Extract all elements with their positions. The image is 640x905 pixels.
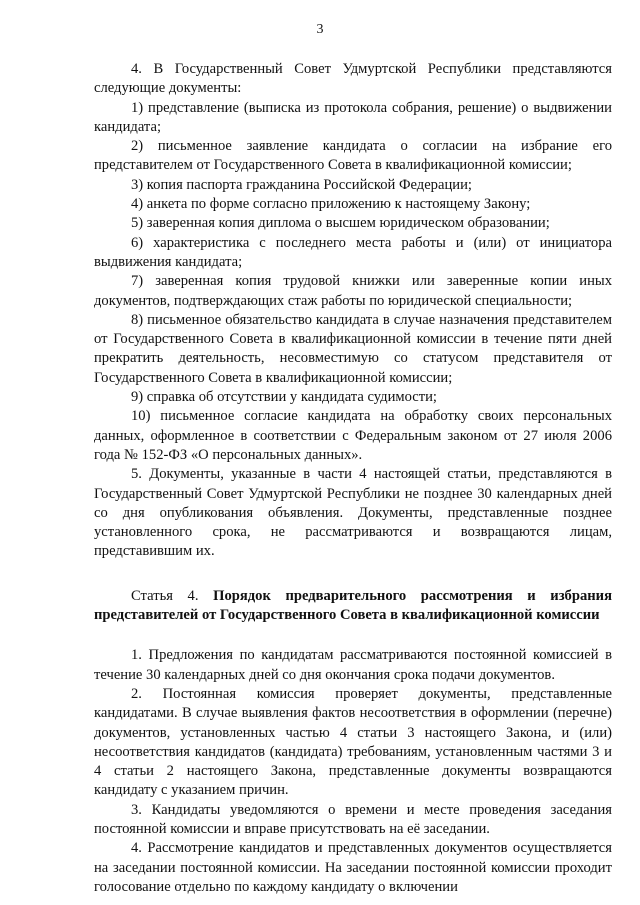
- section-4-intro: 4. В Государственный Совет Удмуртской Республики представляются следующие документы:: [94, 61, 612, 97]
- article-4-paragraph-2: 2. Постоянная комиссия проверяет документы, представленные кандидатами. В случае выявления фактов несоответствия в оформлении (перечне) документов, установленных частью 4 статьи 3 настоящего Закона, и (или) несоответствия кандидатов (кандидата) требованиям, установленным частями 3 и 4 статьи 2 настоящего Закона, представленные документы возвращаются кандидату с указанием причин.: [94, 685, 612, 799]
- section-4-item-2: 2) письменное заявление кандидата о согласии на избрание его представителем от Государственного Совета в квалификационной комиссии;: [94, 138, 612, 174]
- article-4-paragraph-4: 4. Рассмотрение кандидатов и представленных документов осуществляется на заседании постоянной комиссии. На заседании постоянной комиссии проходит голосование отдельно по каждому кандидату о включении: [94, 840, 612, 895]
- article-4-title: Порядок предварительного рассмотрения и избрания представителей от Государственного Совета в квалификационной комиссии: [94, 587, 612, 624]
- section-4-item-7: 7) заверенная копия трудовой книжки или заверенные копии иных документов, подтверждающих стаж работы по юридической специальности;: [94, 273, 612, 309]
- page-number: 3: [316, 22, 324, 37]
- article-4-paragraph-1: 1. Предложения по кандидатам рассматриваются постоянной комиссией в течение 30 календарных дней со дня окончания срока подачи документов.: [94, 647, 612, 683]
- article-4-paragraph-3: 3. Кандидаты уведомляются о времени и месте проведения заседания постоянной комиссии и вправе присутствовать на её заседании.: [94, 801, 612, 837]
- article-4-label: Статья 4.: [131, 587, 199, 604]
- article-4-heading: [94, 587, 612, 626]
- section-4-item-5: 5) заверенная копия диплома о высшем юридическом образовании;: [131, 215, 550, 232]
- section-5-paragraph: 5. Документы, указанные в части 4 настоящей статьи, представляются в Государственный Совет Удмуртской Республики не позднее 30 календарных дней со дня опубликования объявления. Документы, представленные позднее установленного срока, не рассматриваются и возвращаются лицам, представившим их.: [94, 466, 612, 560]
- document-body: [94, 60, 612, 897]
- section-4-item-8: 8) письменное обязательство кандидата в случае назначения представителем от Государственного Совета в квалификационной комиссии в течение пяти дней прекратить деятельность, несовместимую со статусом представителя от Государственного Совета в квалификационной комиссии;: [94, 311, 612, 386]
- section-4-item-3: 3) копия паспорта гражданина Российской Федерации;: [131, 176, 472, 193]
- section-4-item-1: 1) представление (выписка из протокола собрания, решение) о выдвижении кандидата;: [94, 99, 612, 135]
- section-4-item-9: 9) справка об отсутствии у кандидата судимости;: [131, 389, 437, 406]
- section-4-item-6: 6) характеристика с последнего места работы и (или) от инициатора выдвижения кандидата;: [94, 234, 612, 270]
- section-4-item-4: 4) анкета по форме согласно приложению к настоящему Закону;: [131, 196, 531, 213]
- section-4-item-10: 10) письменное согласие кандидата на обработку своих персональных данных, оформленное в соответствии с Федеральным законом от 27 июля 2006 года № 152-ФЗ «О персональных данных».: [94, 408, 612, 463]
